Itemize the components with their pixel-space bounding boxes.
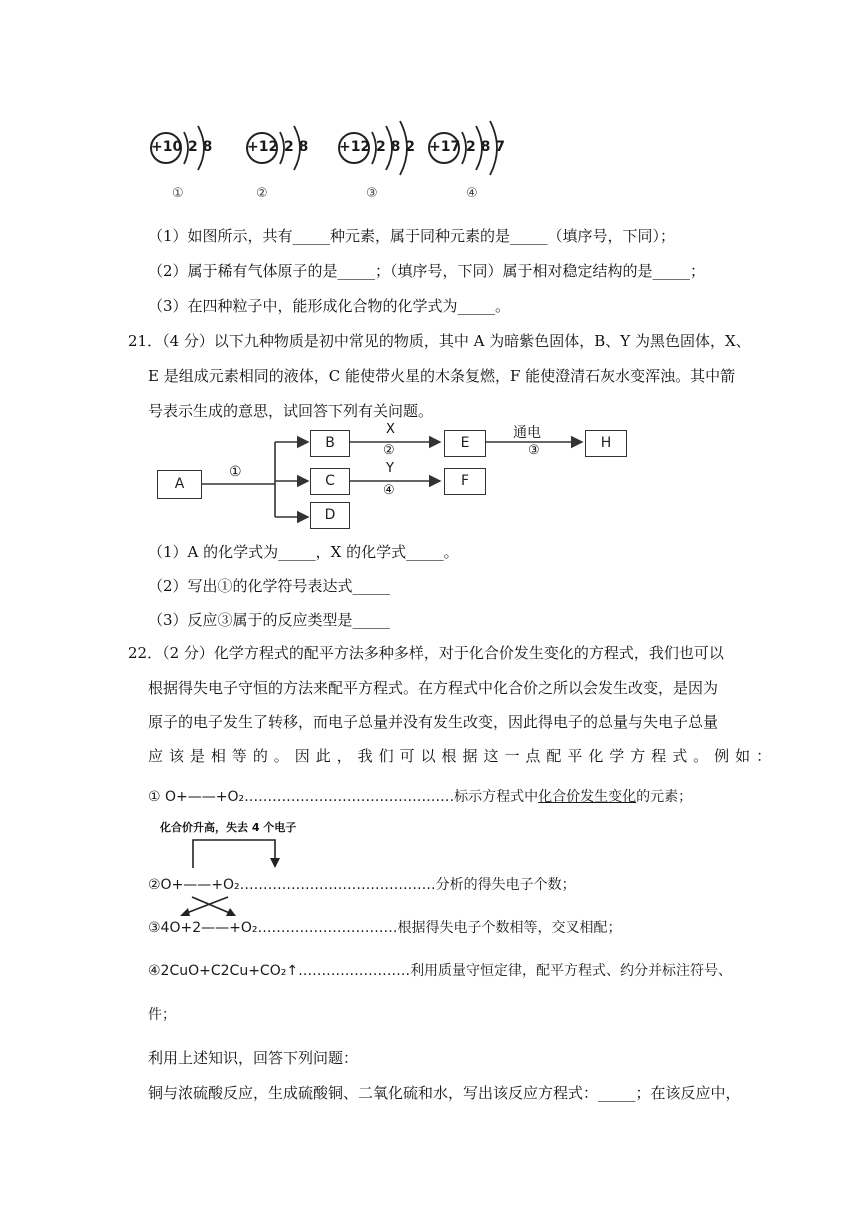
box-D: D xyxy=(310,502,350,529)
q22-stem-line-1: 22．（2 分）化学方程式的配平方法多种多样，对于化合价发生变化的方程式，我们也可以 xyxy=(128,644,724,662)
step-4-tail: 件； xyxy=(148,1007,176,1023)
box-E: E xyxy=(444,430,486,457)
step-1-note-c: 的元素； xyxy=(636,789,693,805)
q21-subquestion-1: （1）A 的化学式为_____，X 的化学式_____。 xyxy=(148,543,459,561)
q22-stem-line-2: 根据得失电子守恒的方法来配平方程式。在方程式中化合价之所以会发生改变，是因为 xyxy=(148,679,719,697)
step-4-note: 利用质量守恒定律，配平方程式、约分并标注符号、 xyxy=(410,963,733,979)
q22-stem-line-3: 原子的电子发生了转移，而电子总量并没有发生改变，因此得电子的总量与失电子总量 xyxy=(148,713,719,731)
box-B: B xyxy=(310,430,350,457)
atom-3-nucleus: +12 xyxy=(339,139,371,155)
q21-flow-diagram-lines xyxy=(150,420,650,532)
atom-2-nucleus: +12 xyxy=(247,139,279,155)
box-F: F xyxy=(444,468,486,495)
atom-1-shells: 2 8 xyxy=(188,139,213,155)
q22-instruction: 利用上述知识，回答下列问题： xyxy=(148,1049,359,1067)
atom-4-shells: 2 8 7 xyxy=(466,139,505,155)
reaction-3-label: ③ xyxy=(528,443,540,458)
electron-transfer-note: 化合价升高，失去 4 个电子 xyxy=(160,821,297,834)
reaction-2-label: ② xyxy=(383,443,395,458)
step-4-dots: …………………… xyxy=(298,963,411,979)
electron-transfer-arrow xyxy=(185,836,295,870)
q20-subquestion-1: （1）如图所示，共有_____种元素，属于同种元素的是_____（填序号，下同）； xyxy=(148,227,676,245)
step-4-row xyxy=(148,960,732,980)
atom-2-label: ② xyxy=(256,186,268,201)
atom-structure-diagrams xyxy=(140,118,540,210)
atom-1-nucleus: +10 xyxy=(151,139,183,155)
reaction-1-label: ① xyxy=(229,464,242,480)
step-3-note: 根据得失电子个数相等，交叉相配； xyxy=(397,920,622,936)
q20-subquestion-3: （3）在四种粒子中，能形成化合物的化学式为_____。 xyxy=(148,297,511,315)
electrolysis-label: 通电 xyxy=(513,425,541,441)
q22-question: 铜与浓硫酸反应，生成硫酸铜、二氧化硫和水，写出该反应方程式：_____；在该反应中， xyxy=(148,1084,741,1102)
step-2-dots: …………………………………… xyxy=(239,877,436,893)
step-3-equation: ③4O+2——+O₂ xyxy=(148,920,258,936)
atom-3-label: ③ xyxy=(366,186,378,201)
q21-subquestion-3: （3）反应③属于的反应类型是_____ xyxy=(148,611,391,629)
reaction-4-label: ④ xyxy=(383,483,395,498)
step-1-note-a: 标示方程式中 xyxy=(454,789,539,805)
step-4-equation: ④2CuO+C2Cu+CO₂↑ xyxy=(148,963,299,979)
step-1-dots: ……………………………………… xyxy=(244,789,455,805)
q21-stem-line-3: 号表示生成的意思，试回答下列有关问题。 xyxy=(148,402,434,420)
step-2-equation: ②O+——+O₂ xyxy=(148,877,240,893)
atom-4-nucleus: +17 xyxy=(429,139,461,155)
q21-subquestion-2: （2）写出①的化学符号表达式_____ xyxy=(148,577,391,595)
q21-stem-line-2: E 是组成元素相同的液体，C 能使带火星的木条复燃，F 能使澄清石灰水变浑浊。其中箭 xyxy=(148,367,736,385)
reagent-Y-label: Y xyxy=(386,461,394,476)
reagent-X-label: X xyxy=(386,422,395,437)
step-1-note-underlined: 化合价发生变化 xyxy=(538,789,637,805)
step-1-row xyxy=(148,786,692,806)
box-A: A xyxy=(157,470,202,499)
box-C: C xyxy=(310,468,350,495)
step-1-equation: ① O+——+O₂ xyxy=(148,789,245,805)
box-H: H xyxy=(585,430,627,457)
q21-stem-line-1: 21．（4 分）以下九种物质是初中常见的物质，其中 A 为暗紫色固体，B、Y 为黑色固体，X、 xyxy=(128,332,751,350)
q20-subquestion-2: （2）属于稀有气体原子的是_____；（填序号，下同）属于相对稳定结构的是_____； xyxy=(148,262,706,280)
atom-4-label: ④ xyxy=(466,186,478,201)
step-3-dots: ………………………… xyxy=(257,920,398,936)
step-2-row xyxy=(148,874,576,894)
atom-3-shells: 2 8 2 xyxy=(376,139,415,155)
step-2-note: 分析的得失电子个数； xyxy=(435,877,576,893)
atom-1-label: ① xyxy=(172,186,184,201)
q22-stem-line-4: 应 该 是 相 等 的 。 因 此 ， 我 们 可 以 根 据 这 一 点 配 平 化 学 方 程 式 。 例 如 ： xyxy=(148,747,772,765)
step-3-row xyxy=(148,917,621,937)
atom-2-shells: 2 8 xyxy=(284,139,309,155)
